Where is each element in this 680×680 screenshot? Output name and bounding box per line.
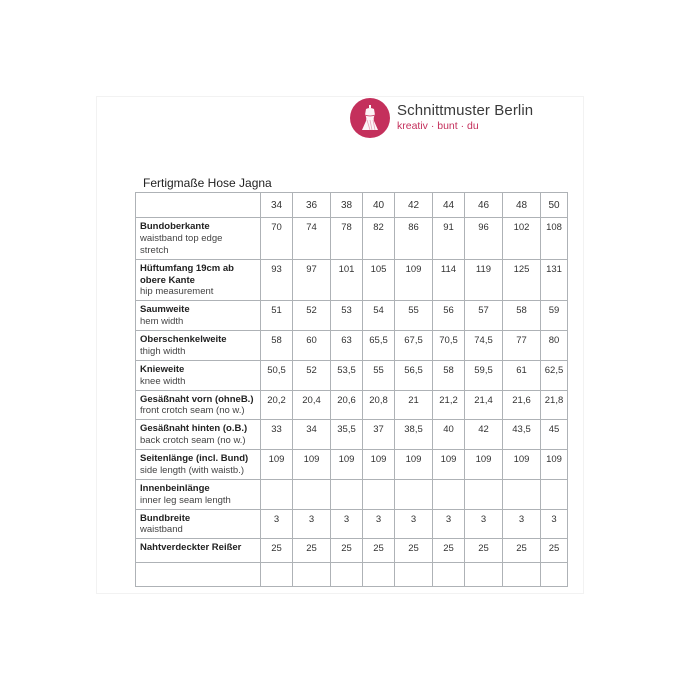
value-cell: 109 bbox=[541, 450, 568, 480]
brand-tagline: kreativ · bunt · du bbox=[397, 120, 479, 133]
value-cell: 58 bbox=[503, 301, 541, 331]
value-cell: 102 bbox=[503, 218, 541, 260]
size-header-50: 50 bbox=[541, 193, 568, 218]
size-header-38: 38 bbox=[331, 193, 363, 218]
size-header-48: 48 bbox=[503, 193, 541, 218]
value-cell: 21,4 bbox=[465, 390, 503, 420]
value-cell: 109 bbox=[331, 450, 363, 480]
value-cell: 57 bbox=[465, 301, 503, 331]
value-cell: 91 bbox=[433, 218, 465, 260]
value-cell: 25 bbox=[261, 539, 293, 563]
value-cell: 25 bbox=[503, 539, 541, 563]
value-cell: 109 bbox=[503, 450, 541, 480]
value-cell: 70,5 bbox=[433, 331, 465, 361]
measurement-name: Gesäßnaht vorn (ohneB.) bbox=[140, 393, 254, 405]
value-cell: 25 bbox=[395, 539, 433, 563]
measurement-translation: back crotch seam (no w.) bbox=[140, 435, 246, 447]
value-cell bbox=[331, 563, 363, 587]
value-cell: 93 bbox=[261, 259, 293, 301]
measurement-translation: inner leg seam length bbox=[140, 494, 231, 506]
value-cell: 58 bbox=[433, 360, 465, 390]
value-cell: 82 bbox=[363, 218, 395, 260]
value-cell: 96 bbox=[465, 218, 503, 260]
value-cell: 54 bbox=[363, 301, 395, 331]
value-cell bbox=[465, 563, 503, 587]
value-cell: 70 bbox=[261, 218, 293, 260]
value-cell: 52 bbox=[293, 301, 331, 331]
value-cell: 3 bbox=[261, 509, 293, 539]
row-label-cell bbox=[136, 563, 261, 587]
measurement-translation: waistband bbox=[140, 524, 183, 536]
value-cell: 20,6 bbox=[331, 390, 363, 420]
value-cell: 80 bbox=[541, 331, 568, 361]
measurement-translation: waistband top edge bbox=[140, 232, 223, 244]
value-cell: 86 bbox=[395, 218, 433, 260]
value-cell: 109 bbox=[433, 450, 465, 480]
value-cell: 50,5 bbox=[261, 360, 293, 390]
value-cell: 25 bbox=[465, 539, 503, 563]
value-cell: 60 bbox=[293, 331, 331, 361]
table-row bbox=[136, 301, 568, 331]
value-cell: 51 bbox=[261, 301, 293, 331]
value-cell: 56,5 bbox=[395, 360, 433, 390]
table-row bbox=[136, 479, 568, 509]
value-cell: 45 bbox=[541, 420, 568, 450]
value-cell bbox=[433, 479, 465, 509]
value-cell: 55 bbox=[395, 301, 433, 331]
measurement-name: Seitenlänge (incl. Bund) bbox=[140, 453, 249, 464]
value-cell bbox=[541, 563, 568, 587]
value-cell: 59,5 bbox=[465, 360, 503, 390]
header-label-cell bbox=[136, 193, 261, 218]
row-label-cell bbox=[136, 509, 261, 539]
value-cell: 62,5 bbox=[541, 360, 568, 390]
row-label-cell bbox=[136, 331, 261, 361]
measurement-name: Saumweite bbox=[140, 304, 190, 316]
row-label-cell bbox=[136, 259, 261, 301]
measurement-name: Knieweite bbox=[140, 363, 185, 375]
value-cell: 109 bbox=[293, 450, 331, 480]
value-cell: 20,2 bbox=[261, 390, 293, 420]
value-cell bbox=[363, 479, 395, 509]
value-cell bbox=[465, 479, 503, 509]
value-cell: 38,5 bbox=[395, 420, 433, 450]
value-cell: 21 bbox=[395, 390, 433, 420]
row-label-cell bbox=[136, 539, 261, 563]
value-cell: 21,8 bbox=[541, 390, 568, 420]
value-cell: 34 bbox=[293, 420, 331, 450]
value-cell: 59 bbox=[541, 301, 568, 331]
table-row bbox=[136, 563, 568, 587]
brand-name: Schnittmuster Berlin bbox=[397, 101, 534, 119]
size-header-36: 36 bbox=[293, 193, 331, 218]
value-cell: 52 bbox=[293, 360, 331, 390]
measurement-name: Bundoberkante bbox=[140, 221, 210, 232]
row-label-cell bbox=[136, 420, 261, 450]
row-label-cell bbox=[136, 218, 261, 260]
value-cell: 42 bbox=[465, 420, 503, 450]
row-label-cell bbox=[136, 479, 261, 509]
row-label-cell bbox=[136, 301, 261, 331]
value-cell: 53 bbox=[331, 301, 363, 331]
value-cell: 61 bbox=[503, 360, 541, 390]
value-cell bbox=[261, 563, 293, 587]
value-cell: 35,5 bbox=[331, 420, 363, 450]
value-cell: 105 bbox=[363, 259, 395, 301]
table-row bbox=[136, 539, 568, 563]
value-cell: 109 bbox=[261, 450, 293, 480]
value-cell: 67,5 bbox=[395, 331, 433, 361]
value-cell: 3 bbox=[433, 509, 465, 539]
value-cell: 78 bbox=[331, 218, 363, 260]
table-row bbox=[136, 331, 568, 361]
measurement-name: Gesäßnaht hinten (o.B.) bbox=[140, 423, 248, 435]
measurement-translation: stretch bbox=[140, 244, 169, 256]
table-row bbox=[136, 390, 568, 420]
measurement-translation: knee width bbox=[140, 375, 186, 387]
value-cell: 25 bbox=[433, 539, 465, 563]
value-cell bbox=[261, 479, 293, 509]
value-cell: 65,5 bbox=[363, 331, 395, 361]
value-cell: 3 bbox=[363, 509, 395, 539]
size-header-40: 40 bbox=[363, 193, 395, 218]
value-cell bbox=[331, 479, 363, 509]
value-cell bbox=[541, 479, 568, 509]
table-row bbox=[136, 259, 568, 301]
value-cell bbox=[395, 479, 433, 509]
value-cell: 25 bbox=[293, 539, 331, 563]
measurement-name: Innenbeinlänge bbox=[140, 482, 210, 494]
measurement-name: Bundbreite bbox=[140, 512, 191, 524]
measurement-table bbox=[135, 192, 568, 587]
value-cell: 3 bbox=[541, 509, 568, 539]
dress-form-icon bbox=[350, 98, 390, 138]
value-cell: 55 bbox=[363, 360, 395, 390]
table-row bbox=[136, 450, 568, 480]
table-row bbox=[136, 218, 568, 260]
value-cell: 108 bbox=[541, 218, 568, 260]
value-cell: 53,5 bbox=[331, 360, 363, 390]
value-cell bbox=[363, 563, 395, 587]
value-cell bbox=[503, 563, 541, 587]
value-cell bbox=[395, 563, 433, 587]
value-cell: 3 bbox=[395, 509, 433, 539]
value-cell bbox=[433, 563, 465, 587]
value-cell: 3 bbox=[465, 509, 503, 539]
value-cell: 25 bbox=[363, 539, 395, 563]
value-cell: 109 bbox=[395, 450, 433, 480]
value-cell: 3 bbox=[293, 509, 331, 539]
value-cell: 21,6 bbox=[503, 390, 541, 420]
size-header-34: 34 bbox=[261, 193, 293, 218]
value-cell: 43,5 bbox=[503, 420, 541, 450]
measurement-name: Oberschenkelweite bbox=[140, 334, 227, 345]
measurement-name: Hüftumfang 19cm ab obere Kante bbox=[140, 262, 234, 286]
value-cell: 109 bbox=[465, 450, 503, 480]
value-cell bbox=[293, 479, 331, 509]
measurement-translation: hip measurement bbox=[140, 286, 214, 298]
measurement-translation: front crotch seam (no w.) bbox=[140, 405, 245, 417]
value-cell bbox=[503, 479, 541, 509]
value-cell bbox=[293, 563, 331, 587]
row-label-cell bbox=[136, 450, 261, 480]
brand-header bbox=[350, 98, 533, 138]
value-cell: 77 bbox=[503, 331, 541, 361]
value-cell: 109 bbox=[363, 450, 395, 480]
value-cell: 63 bbox=[331, 331, 363, 361]
measurement-translation: thigh width bbox=[140, 345, 186, 357]
size-header-42: 42 bbox=[395, 193, 433, 218]
value-cell: 74 bbox=[293, 218, 331, 260]
table-row bbox=[136, 360, 568, 390]
value-cell: 131 bbox=[541, 259, 568, 301]
measurement-translation: side length (with waistb.) bbox=[140, 464, 245, 476]
value-cell: 25 bbox=[331, 539, 363, 563]
size-header-44: 44 bbox=[433, 193, 465, 218]
value-cell: 25 bbox=[541, 539, 568, 563]
value-cell: 119 bbox=[465, 259, 503, 301]
measurement-translation: hem width bbox=[140, 316, 184, 328]
value-cell: 58 bbox=[261, 331, 293, 361]
value-cell: 74,5 bbox=[465, 331, 503, 361]
table-header-row bbox=[136, 193, 568, 218]
value-cell: 3 bbox=[503, 509, 541, 539]
value-cell: 114 bbox=[433, 259, 465, 301]
value-cell: 3 bbox=[331, 509, 363, 539]
value-cell: 21,2 bbox=[433, 390, 465, 420]
measurement-name: Nahtverdeckter Reißer bbox=[140, 542, 242, 554]
row-label-cell bbox=[136, 390, 261, 420]
table-row bbox=[136, 420, 568, 450]
value-cell: 37 bbox=[363, 420, 395, 450]
value-cell: 97 bbox=[293, 259, 331, 301]
value-cell: 20,8 bbox=[363, 390, 395, 420]
row-label-cell bbox=[136, 360, 261, 390]
table-body bbox=[136, 218, 568, 587]
table-row bbox=[136, 509, 568, 539]
table-title: Fertigmaße Hose Jagna bbox=[143, 176, 272, 190]
value-cell: 125 bbox=[503, 259, 541, 301]
size-header-46: 46 bbox=[465, 193, 503, 218]
value-cell: 20,4 bbox=[293, 390, 331, 420]
value-cell: 101 bbox=[331, 259, 363, 301]
value-cell: 33 bbox=[261, 420, 293, 450]
value-cell: 109 bbox=[395, 259, 433, 301]
value-cell: 56 bbox=[433, 301, 465, 331]
value-cell: 40 bbox=[433, 420, 465, 450]
